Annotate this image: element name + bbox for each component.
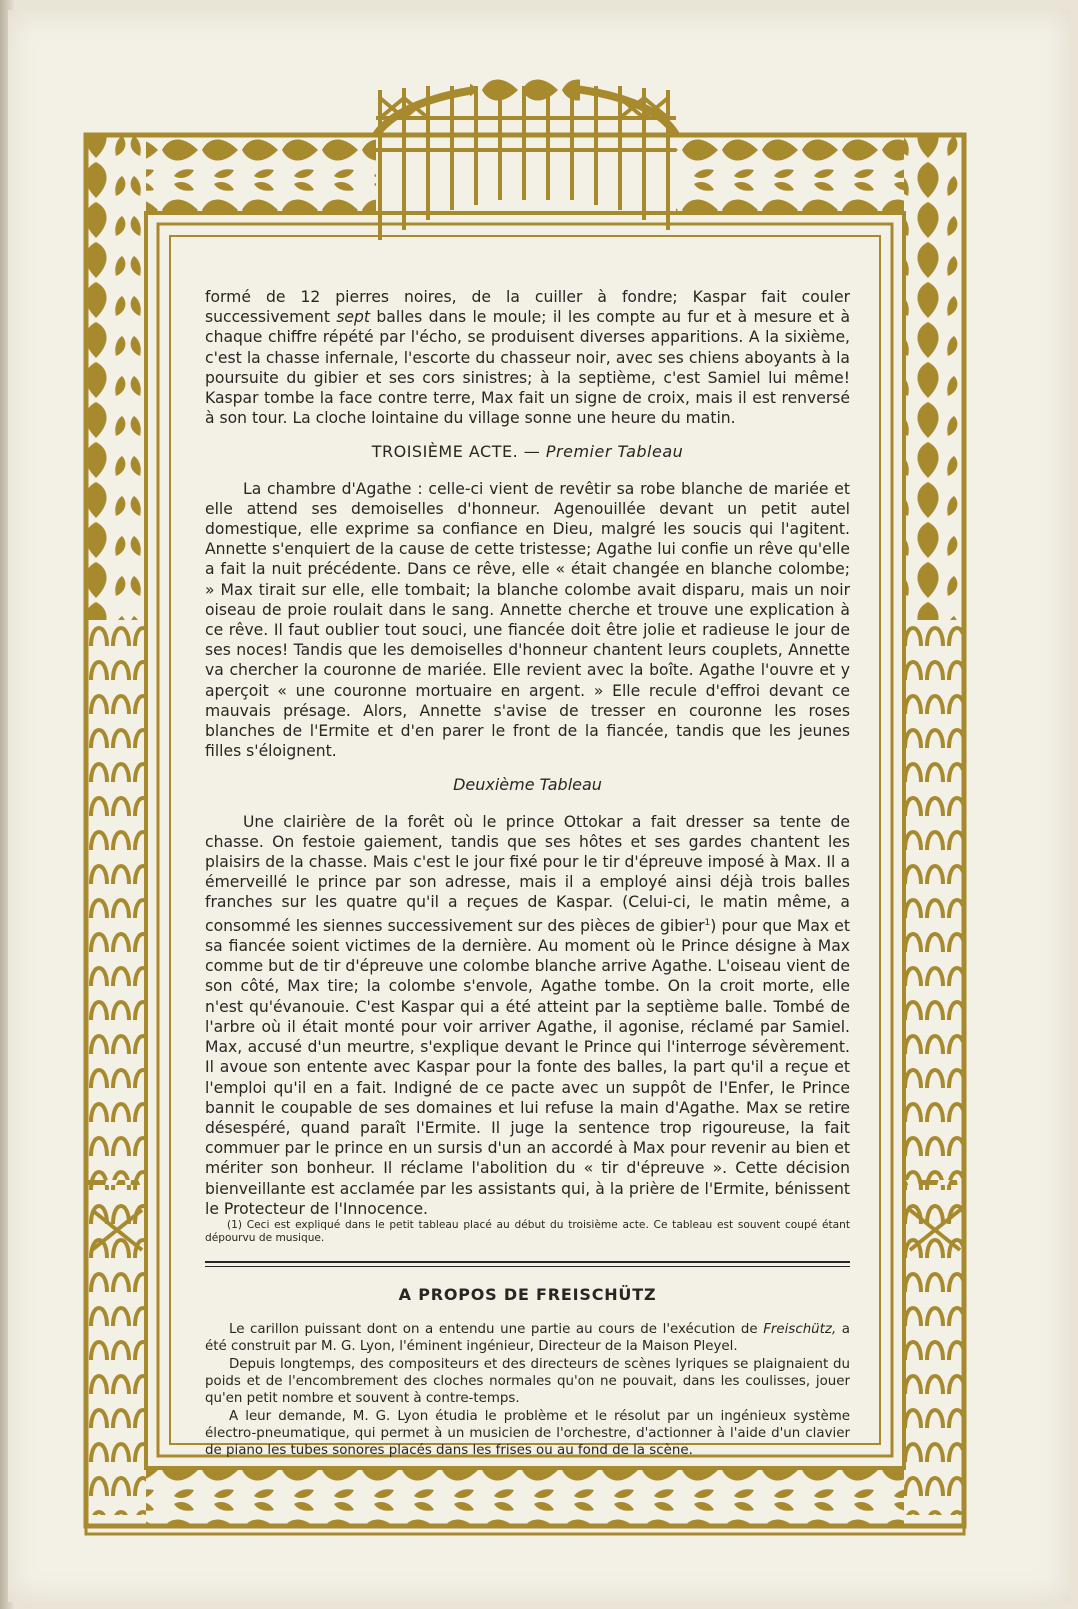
section-divider-thin: [205, 1266, 850, 1267]
act3-heading: [205, 442, 850, 462]
apropos-section: [205, 1321, 850, 1459]
intro-paragraph: [205, 287, 850, 428]
act3-subtitle: Premier Tableau: [545, 442, 684, 462]
section-divider-thick: [205, 1261, 850, 1263]
act3-title: TROISIÈME ACTE.: [371, 442, 519, 462]
text-content: [205, 287, 850, 1460]
tableau2-text-end: ) pour que Max et sa fiancée soient victimes de la dernière. Au moment où le Prince désigne à Max comme but de tir d'épreuve une colombe blanche arrive Agathe. L'oiseau vient de son côté, Max tire; la colombe s'envole, Agathe tombe. On la croit morte, elle n'est qu'évanouie. C'est Kaspar qui a été atteint par la septième balle. Tombé de l'arbre où il était monté pour voir arriver Agathe, il agonise, réclamé par Samiel. Max, accusé d'un meurtre, s'explique devant le Prince qui l'interroge sévèrement. Il avoue son entente avec Kaspar pour la fonte des balles, la part qu'il a reçue et l'emploi qu'il en a fait. Indigné de ce pacte avec un suppôt de l'Enfer, le Prince bannit le coupable de ses domaines et lui refuse la main d'Agathe. Max se retire désespéré, quand paraît l'Ermite. Il juge la sentence trop rigoureuse, la fait commuer par le prince en un sursis d'un an accordé à Max pour revenir au bien et mériter son bonheur. Il réclame l'abolition du « tir d'épreuve ». Cette décision bienveillante est acclamée par les assistants qui, à la prière de l'Ermite, bénissent le Protecteur de l'Innocence.: [205, 916, 851, 1218]
apropos-p1-emphasis: Freischütz,: [763, 1322, 837, 1338]
intro-text-end: balles dans le moule; il les compte au fur et à mesure et à chaque chiffre répété par l'écho, se produisent diverses apparitions. A la sixième, c'est la chasse infernale, l'escorte du chasseur noir, avec ses chiens aboyants à la poursuite du gibier et ses cors sinistres; à la septième, c'est Samiel lui même! Kaspar tombe la face contre terre, Max fait un signe de croix, mais il est renversé à son tour. La cloche lointaine du village sonne une heure du matin.: [205, 308, 851, 428]
tableau2-paragraph: [205, 812, 850, 1219]
apropos-p1-start: Le carillon puissant dont on a entendu une partie au cours de l'exécution de: [229, 1322, 764, 1338]
apropos-paragraph-2: Depuis longtemps, des compositeurs et des directeurs de scènes lyriques se plaignaient du poids et de l'encombrement des cloches normales qu'on ne pouvait, dans les coulisses, jouer qu'en petit nombre et souvent à contre-temps.: [205, 1356, 850, 1407]
apropos-paragraph-3: A leur demande, M. G. Lyon étudia le problème et le résolut par un ingénieux système électro-pneumatique, qui permet à un musicien de l'orchestre, d'actionner à l'aide d'un clavier de piano les tubes sonores placés dans les frises ou au fond de la scène.: [205, 1408, 850, 1459]
tableau2-heading: Deuxième Tableau: [453, 775, 602, 795]
apropos-p1-end: a été construit par M. G. Lyon, l'éminent ingénieur, Directeur de la Maison Pleyel.: [205, 1322, 850, 1355]
act3-separator: —: [523, 442, 541, 462]
intro-text-start: formé de 12 pierres noires, de la cuiller à fondre; Kaspar fait couler successivement: [205, 288, 850, 327]
act3-paragraph: La chambre d'Agathe : celle-ci vient de revêtir sa robe blanche de mariée et elle attend ses demoiselles d'honneur. Agenouillée devant un petit autel domestique, elle exprime sa confiance en Dieu, malgré les soucis qui l'agitent. Annette s'enquiert de la cause de cette tristesse; Agathe lui confie un rêve qu'elle a fait la nuit précédente. Dans ce rêve, elle « était changée en blanche colombe; » Max tirait sur elle, elle tombait; la blanche colombe avait disparu, mais un noir oiseau de proie roulait dans le sang. Annette cherche et trouve une explication à ce rêve. Il faut oublier tout souci, une fiancée doit être jolie et radieuse le jour de ses noces! Tandis que les demoiselles d'honneur chantent leurs couplets, Annette va chercher la couronne de mariée. Elle revient avec la boîte. Agathe l'ouvre et y aperçoit « une couronne mortuaire en argent. » Elle recule d'effroi devant ce mauvais présage. Alors, Annette s'avise de tresser en couronne les roses blanches de l'Ermite et d'en parer le front de la fiancée, tandis que les jeunes filles s'éloignent.: [205, 479, 850, 761]
footnote-reference: 1: [704, 917, 711, 928]
apropos-paragraph-1: [205, 1321, 850, 1356]
intro-emphasis: sept: [336, 308, 371, 327]
footnote: (1) Ceci est expliqué dans le petit tableau placé au début du troisième acte. Ce tableau est souvent coupé étant dépourvu de musique.: [205, 1218, 850, 1244]
tableau2-text-start: Une clairière de la forêt où le prince Ottokar a fait dresser sa tente de chasse. On festoie gaiement, tandis que ses hôtes et ses gardes chantent les plaisirs de la chasse. Mais c'est le jour fixé pour le tir d'épreuve imposé à Max. Il a émerveillé le prince par son adresse, mais il a employé ainsi déjà trois balles franches sur les quatre qu'il a reçues de Kaspar. (Celui-ci, le matin même, a consommé les siennes successivement sur des pièces de gibier: [205, 812, 850, 935]
apropos-heading: A PROPOS DE FREISCHÜTZ: [398, 1284, 657, 1304]
